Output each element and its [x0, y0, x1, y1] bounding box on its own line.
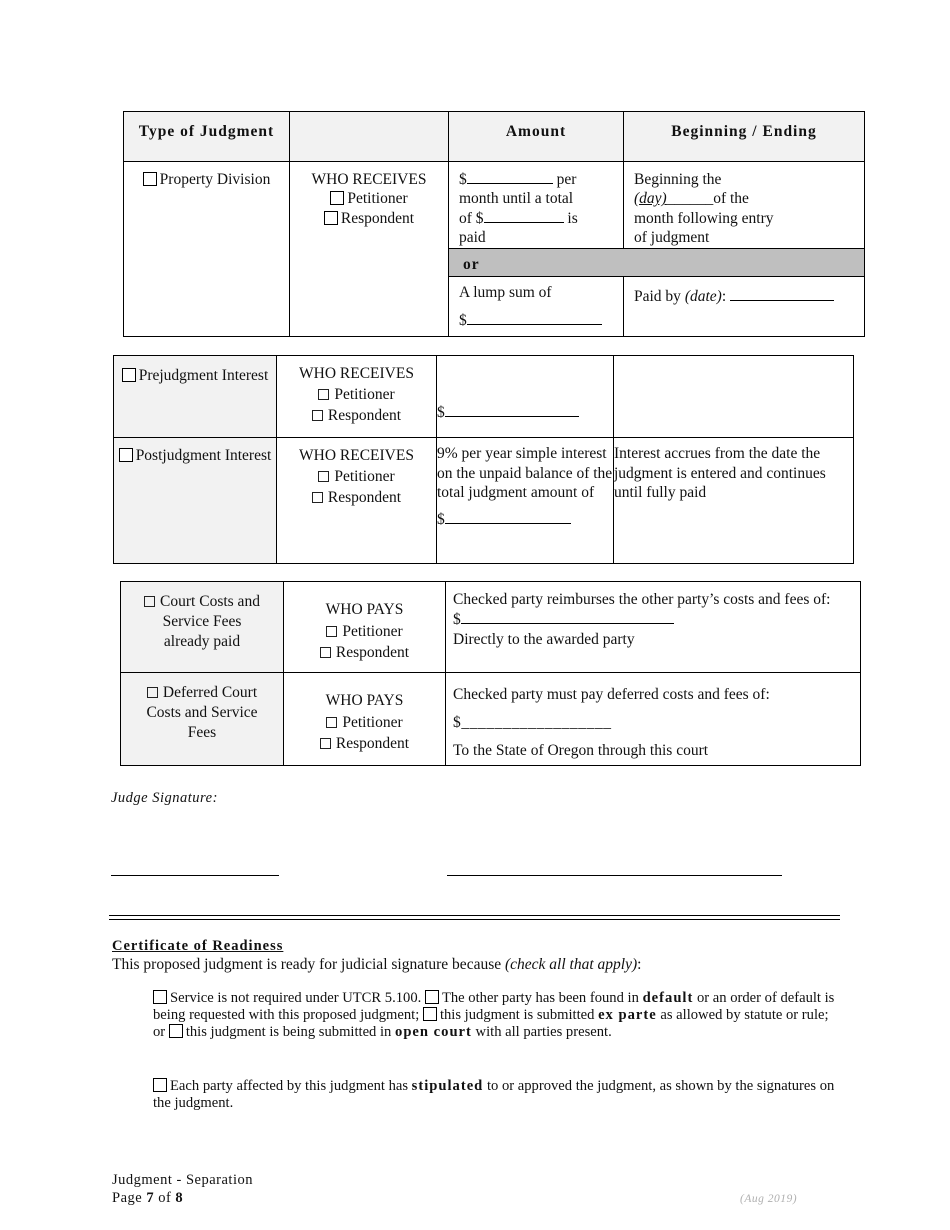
court-costs-type-cell: [121, 582, 284, 673]
default-text-cont: or an order of default is being requested with this proposed judgment;: [153, 990, 835, 1023]
total-amount-field[interactable]: [484, 209, 564, 223]
page-of: of: [154, 1190, 176, 1206]
judge-signature-line[interactable]: [447, 875, 782, 876]
certificate-paragraph-1: [153, 990, 843, 1040]
court-costs-who-cell: [284, 582, 446, 673]
header-beginning-ending: Beginning / Ending: [624, 112, 865, 162]
lump-sum-cell: [449, 276, 624, 336]
respondent-label: Respondent: [340, 209, 415, 227]
petitioner-label: Petitioner: [342, 713, 403, 731]
default-text: The other party has been found in: [441, 990, 643, 1006]
open-court-text-cont: with all parties present.: [471, 1023, 612, 1040]
postjudgment-type-cell: [114, 438, 277, 564]
or-row: or: [449, 248, 865, 276]
postjudgment-label: Postjudgment Interest: [135, 447, 272, 464]
directly-awarded-text: Directly to the awarded party: [453, 630, 635, 648]
beginning-the-label: Beginning the: [634, 171, 722, 189]
intro-text: This proposed judgment is ready for judicial signature because: [112, 956, 505, 973]
postjudgment-checkbox[interactable]: [119, 448, 133, 462]
fees-label: Fees: [187, 724, 217, 742]
court-costs-desc-cell: [446, 582, 861, 673]
intro-paren: (check all that apply): [505, 956, 638, 973]
respondent-checkbox[interactable]: [324, 211, 338, 225]
postjudgment-note-cell: Interest accrues from the date the judgment is entered and continues until fully paid: [614, 438, 854, 564]
intro-colon: :: [637, 956, 642, 973]
open-court-bold: open court: [395, 1023, 472, 1040]
dollar-sign: $: [459, 171, 467, 189]
stipulated-bold: stipulated: [411, 1078, 484, 1094]
deferred-amount-field[interactable]: $__________________: [453, 713, 612, 731]
deferred-costs-checkbox[interactable]: [147, 687, 158, 698]
of-dollar-label: of $: [459, 209, 484, 227]
court-costs-label: Court Costs and: [160, 593, 260, 610]
ex-parte-bold: ex parte: [598, 1006, 657, 1023]
lump-sum-field[interactable]: [467, 311, 602, 325]
respondent-label: Respondent: [327, 406, 402, 424]
who-receives-label: WHO RECEIVES: [299, 365, 414, 382]
postjudgment-amount-cell: [437, 438, 614, 564]
who-receives-label: WHO RECEIVES: [311, 171, 427, 189]
who-pays-label: WHO PAYS: [325, 601, 404, 618]
page-number: 7: [146, 1190, 155, 1206]
who-receives-cell: [290, 162, 449, 337]
prejudgment-note-cell: [614, 356, 854, 438]
petitioner-checkbox[interactable]: [318, 471, 329, 482]
paid-by-colon: :: [721, 287, 727, 305]
who-pays-label: WHO PAYS: [325, 692, 404, 709]
reimburse-text: Checked party reimburses the other party’s costs and fees of:: [453, 591, 831, 608]
judge-date-line[interactable]: [111, 875, 279, 876]
who-receives-label: WHO RECEIVES: [299, 447, 414, 464]
paid-by-cell: [624, 276, 865, 336]
prejudgment-amount-cell: [437, 356, 614, 438]
petitioner-checkbox[interactable]: [326, 717, 337, 728]
day-field[interactable]: (day): [634, 190, 667, 208]
header-blank: [290, 112, 449, 162]
ex-parte-checkbox[interactable]: [423, 1007, 437, 1021]
lump-dollar-sign: $: [459, 311, 467, 329]
prejudgment-type-cell: [114, 356, 277, 438]
petitioner-label: Petitioner: [342, 622, 403, 640]
respondent-label: Respondent: [327, 488, 402, 506]
prejudgment-label: Prejudgment Interest: [138, 367, 269, 384]
dollar-sign: $: [437, 404, 445, 421]
deferred-court-label: Deferred Court: [162, 684, 258, 701]
service-fees-label: Service Fees: [162, 613, 242, 631]
prejudgment-amount-field[interactable]: [445, 403, 579, 417]
already-paid-label: already paid: [163, 633, 241, 651]
respondent-checkbox[interactable]: [312, 492, 323, 503]
stipulated-text-cont: to or approved the judgment, as shown by the signatures on the judgment.: [153, 1078, 835, 1111]
beginning-cell: [624, 162, 865, 249]
day-blank[interactable]: ______: [666, 190, 714, 208]
respondent-label: Respondent: [335, 644, 410, 662]
deferred-text: Checked party must pay deferred costs and fees of:: [453, 686, 770, 703]
of-the-label: of the: [713, 190, 749, 208]
postjudgment-amount-field[interactable]: [445, 510, 571, 524]
month-until-label: month until a total: [459, 190, 574, 208]
postjudgment-who-cell: [277, 438, 437, 564]
lump-sum-label: A lump sum of: [459, 283, 552, 301]
petitioner-label: Petitioner: [347, 190, 408, 208]
dollar-sign: $: [453, 610, 461, 628]
ex-parte-text-cont: as allowed by statute or rule; or: [153, 1006, 829, 1040]
costs-and-service-label: Costs and Service: [146, 704, 258, 722]
deferred-costs-type-cell: [121, 673, 284, 766]
interest-table: [113, 355, 854, 564]
monthly-amount-field[interactable]: [467, 170, 553, 184]
service-not-required-text: Service is not required under UTCR 5.100.: [170, 990, 422, 1006]
certificate-intro: [112, 955, 852, 975]
paid-by-date-label: (date): [684, 287, 722, 305]
petitioner-label: Petitioner: [334, 467, 395, 485]
footer-title: Judgment - Separation: [112, 1172, 253, 1188]
prejudgment-checkbox[interactable]: [122, 368, 136, 382]
month-following-label: month following entry: [634, 209, 774, 227]
paid-label: paid: [459, 229, 486, 247]
type-cell: [124, 162, 290, 337]
paid-by-date-field[interactable]: [730, 287, 834, 301]
judge-signature-label: Judge Signature:: [111, 790, 218, 806]
property-division-label: Property Division: [159, 171, 271, 189]
petitioner-label: Petitioner: [334, 385, 395, 403]
of-judgment-label: of judgment: [634, 229, 710, 247]
monthly-amount-cell: [449, 162, 624, 249]
default-checkbox[interactable]: [425, 990, 439, 1004]
page-prefix: Page: [112, 1190, 147, 1206]
court-costs-table: [120, 581, 861, 766]
header-type-of-judgment: Type of Judgment: [124, 112, 290, 162]
section-divider: [109, 915, 840, 920]
certificate-paragraph-2: [153, 1078, 843, 1112]
deferred-costs-desc-cell: [446, 673, 861, 766]
per-label: per: [556, 171, 577, 189]
page-total: 8: [175, 1190, 184, 1206]
respondent-checkbox[interactable]: [312, 410, 323, 421]
respondent-checkbox[interactable]: [320, 647, 331, 658]
default-bold: default: [642, 990, 694, 1006]
deferred-costs-who-cell: [284, 673, 446, 766]
interest-rate-text: 9% per year simple interest on the unpaid balance of the total judgment amount of: [437, 445, 613, 502]
is-label: is: [567, 209, 578, 227]
petitioner-checkbox[interactable]: [330, 191, 344, 205]
stipulated-text: Each party affected by this judgment has: [170, 1078, 412, 1094]
prejudgment-who-cell: [277, 356, 437, 438]
state-of-oregon-text: To the State of Oregon through this court: [453, 741, 709, 759]
open-court-checkbox[interactable]: [169, 1024, 183, 1038]
ex-parte-text: this judgment is submitted: [439, 1006, 599, 1023]
footer-page: [112, 1189, 183, 1208]
footer-version: (Aug 2019): [740, 1193, 798, 1205]
certificate-title: Certificate of Readiness: [112, 938, 284, 954]
petitioner-checkbox[interactable]: [326, 626, 337, 637]
property-division-checkbox[interactable]: [143, 172, 157, 186]
petitioner-checkbox[interactable]: [318, 389, 329, 400]
stipulated-checkbox[interactable]: [153, 1078, 167, 1092]
court-costs-checkbox[interactable]: [144, 596, 155, 607]
open-court-text: this judgment is being submitted in: [185, 1023, 396, 1040]
service-not-required-checkbox[interactable]: [153, 990, 167, 1004]
paid-by-label: Paid by: [634, 287, 685, 305]
court-costs-amount-field[interactable]: [461, 610, 674, 624]
property-division-table: [123, 111, 865, 337]
respondent-checkbox[interactable]: [320, 738, 331, 749]
dollar-sign: $: [437, 511, 445, 529]
respondent-label: Respondent: [335, 735, 410, 753]
header-amount: Amount: [449, 112, 624, 162]
